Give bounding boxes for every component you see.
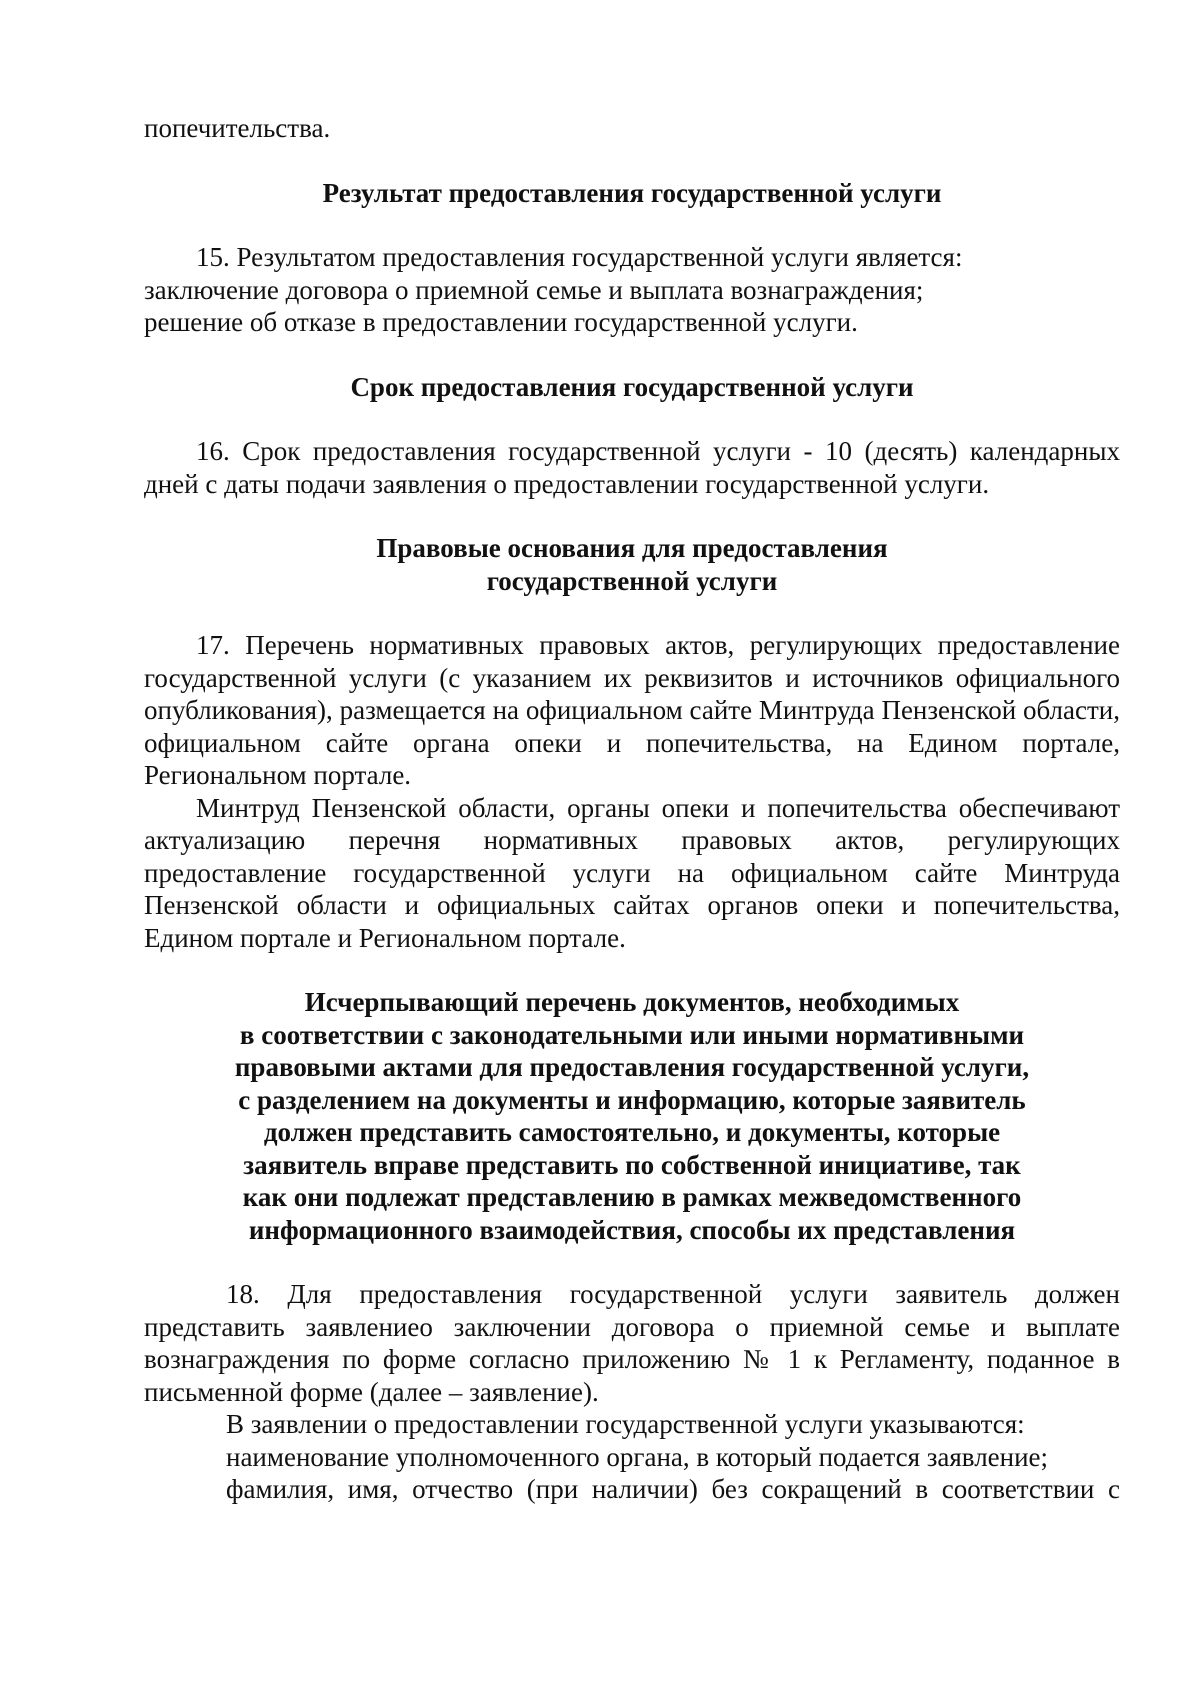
paragraph-18-line-3: наименование уполномоченного органа, в который подается заявление;	[226, 1441, 1049, 1472]
paragraph-18-line-2: В заявлении о предоставлении государственной услуги указываются:	[226, 1409, 1025, 1439]
paragraph-15-line-1: 15. Результатом предоставления государственной услуги является:	[196, 242, 963, 272]
paragraph-17b: Минтруд Пензенской области, органы опеки и попечительства обеспечивают актуализацию перечня нормативных правовых актов, регулирующих предоставление государственной услуги на официальном сайте Минтруда Пензенской области и официальных сайтах органов опеки и попечительства, Едином портале и Региональном портале.	[144, 792, 1120, 953]
paragraph-18: 18. Для предоставления государственной услуги заявитель должен представить заявлениео заключении договора о приемной семье и выплате вознаграждения по форме согласно приложению № 1 к Регламенту, поданное в письменной форме (далее – заявление).	[144, 1279, 1120, 1407]
heading-documents	[144, 986, 1120, 1246]
heading-legal-basis	[144, 532, 1120, 597]
heading-documents-line-7: как они подлежат представлению в рамках межведомственного	[242, 1182, 1022, 1212]
paragraph-15-line-2: заключение договора о приемной семье и выплата вознаграждения;	[144, 274, 924, 305]
document-body	[144, 112, 1120, 1506]
heading-documents-line-1: Исчерпывающий перечень документов, необходимых	[304, 987, 960, 1017]
paragraph-17a: 17. Перечень нормативных правовых актов, регулирующих предоставление государственной услуги (с указанием их реквизитов и источников официального опубликования), размещается на официальном сайте Минтруда Пензенской области, официальном сайте органа опеки и попечительства, на Едином портале, Региональном портале.	[144, 630, 1120, 790]
intro-tail: попечительства.	[144, 113, 331, 143]
heading-documents-line-8: информационного взаимодействия, способы их представления	[248, 1214, 1016, 1245]
heading-result: Результат предоставления государственной услуги	[322, 177, 942, 208]
heading-term: Срок предоставления государственной услуги	[350, 371, 914, 402]
paragraph-16: 16. Срок предоставления государственной услуги - 10 (десять) календарных дней с даты подачи заявления о предоставлении государственной услуги.	[144, 436, 1120, 499]
heading-documents-line-2: в соответствии с законодательными или иными нормативными	[239, 1019, 1025, 1050]
paragraph-18-line-4: фамилия, имя, отчество (при наличии) без сокращений в соответствии с	[226, 1474, 1120, 1504]
paragraph-15-line-3: решение об отказе в предоставлении государственной услуги.	[144, 307, 858, 337]
heading-documents-line-3: правовыми актами для предоставления государственной услуги,	[234, 1052, 1030, 1082]
heading-legal-basis-line-1: Правовые основания для предоставления	[376, 533, 888, 563]
heading-documents-line-4: с разделением на документы и информацию, которые заявитель	[238, 1084, 1026, 1115]
heading-documents-line-6: заявитель вправе представить по собственной инициативе, так	[243, 1149, 1021, 1180]
heading-documents-line-5: должен представить самостоятельно, и документы, которые	[263, 1117, 1001, 1147]
heading-legal-basis-line-2: государственной услуги	[486, 565, 778, 596]
